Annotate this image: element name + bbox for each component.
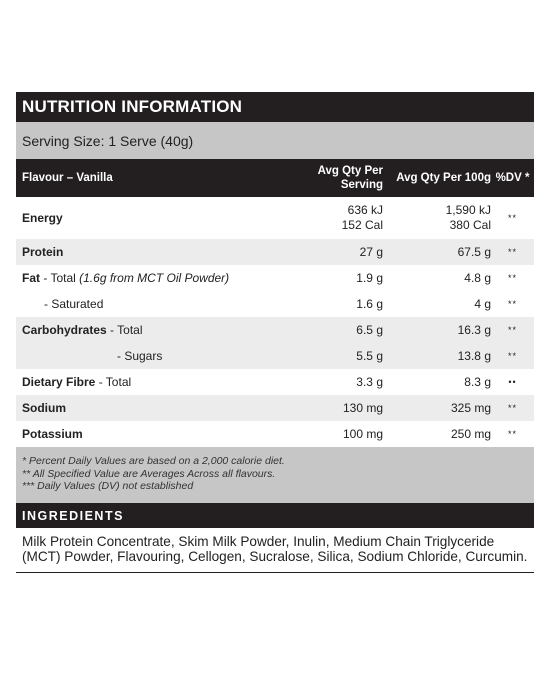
- dv-value: **: [507, 273, 517, 283]
- per-serving-value: 1.9 g: [356, 270, 383, 285]
- dv-value: **: [507, 429, 517, 439]
- title-bar: [16, 92, 534, 122]
- per-100g-value: 67.5 g: [457, 244, 491, 259]
- per-serving-value: 6.5 g: [356, 322, 383, 337]
- dv-value: **: [507, 351, 517, 361]
- table-row-dietary-fibre: [16, 369, 534, 395]
- per-serving-value: 27 g: [359, 244, 383, 259]
- ingredients-title: INGREDIENTS: [22, 508, 124, 523]
- dv-value: ••: [508, 377, 517, 387]
- footnote: ** All Specified Value are Averages Across all flavours.: [22, 467, 276, 480]
- nutrient-label: - Sugars: [117, 349, 163, 363]
- serving-size-label: Serving Size:: [22, 132, 105, 149]
- nutrition-panel: [16, 92, 534, 573]
- table-row-energy: [16, 197, 534, 239]
- per-serving-value: 130 mg: [342, 400, 383, 415]
- ingredients-text: Milk Protein Concentrate, Skim Milk Powder, Inulin, Medium Chain Triglyceride (MCT) Powder, Flavouring, Cellogen, Sucralose, Silica, Sodium Chloride, Curcumin.: [16, 528, 534, 573]
- per-100g-header: Avg Qty Per 100g: [396, 172, 491, 184]
- table-row-sugars: [16, 343, 534, 369]
- table-row-potassium: [16, 421, 534, 447]
- nutrient-label: Energy: [22, 211, 63, 225]
- per-100g-value: 250 mg: [450, 426, 491, 441]
- nutrient-label: Carbohydrates - Total: [22, 323, 143, 337]
- per-100g-value: 16.3 g: [457, 322, 491, 337]
- per-serving-value: 3.3 g: [356, 374, 383, 389]
- dv-value: **: [507, 403, 517, 413]
- table-row-fat: [16, 265, 534, 291]
- serving-size-value: 1 Serve (40g): [108, 132, 194, 149]
- dv-value: **: [507, 325, 517, 335]
- ingredients-bar: [16, 503, 534, 528]
- per-100g-value: 4.8 g: [464, 270, 491, 285]
- per-serving-header: Avg Qty Per Serving: [317, 165, 383, 191]
- serving-size-bar: [16, 122, 534, 159]
- dv-value: **: [507, 299, 517, 309]
- per-100g-value: 325 mg: [450, 400, 491, 415]
- nutrient-label: Potassium: [22, 427, 83, 441]
- table-row-sodium: [16, 395, 534, 421]
- per-serving-value: 636 kJ 152 Cal: [341, 203, 383, 232]
- dv-value: **: [507, 213, 517, 223]
- per-100g-value: 8.3 g: [464, 374, 491, 389]
- panel-title: NUTRITION INFORMATION: [22, 97, 243, 116]
- nutrient-label: Protein: [22, 245, 64, 259]
- nutrient-label: Sodium: [22, 401, 66, 415]
- table-row-protein: [16, 239, 534, 265]
- footnote: * Percent Daily Values are based on a 2,000 calorie diet.: [22, 455, 285, 467]
- per-serving-value: 1.6 g: [356, 296, 383, 311]
- per-100g-value: 13.8 g: [457, 348, 491, 363]
- per-serving-value: 5.5 g: [356, 348, 383, 363]
- per-100g-value: 1,590 kJ 380 Cal: [445, 203, 491, 232]
- footnote: *** Daily Values (DV) not established: [22, 480, 194, 492]
- per-100g-value: 4 g: [474, 296, 491, 311]
- dv-value: **: [507, 247, 517, 257]
- footnotes: [16, 447, 534, 503]
- per-serving-value: 100 mg: [342, 426, 383, 441]
- table-row-carbohydrates: [16, 317, 534, 343]
- nutrient-label: Dietary Fibre - Total: [22, 375, 132, 389]
- nutrient-label: Fat - Total (1.6g from MCT Oil Powder): [22, 271, 230, 285]
- table-row-saturated: [16, 291, 534, 317]
- dv-header: %DV *: [495, 172, 530, 184]
- nutrient-label: - Saturated: [44, 297, 104, 311]
- table-header: [16, 159, 534, 197]
- flavour-header: Flavour – Vanilla: [22, 172, 113, 184]
